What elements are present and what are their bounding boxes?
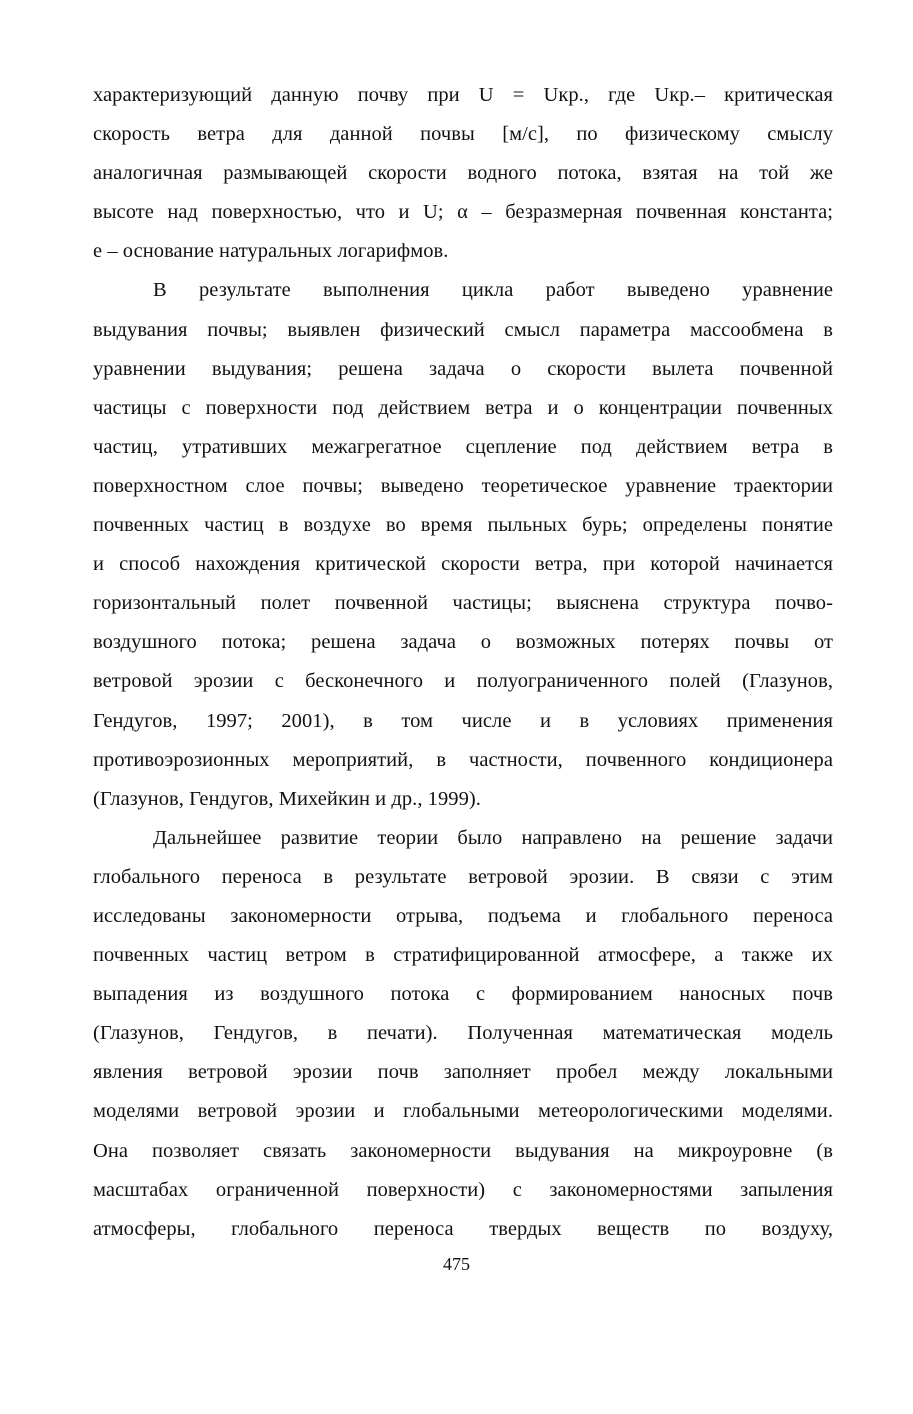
text-line: почвенных частиц в воздухе во время пыльных бурь; определены понятие — [93, 514, 833, 537]
paragraph-3 — [93, 819, 833, 1249]
text-line: масштабах ограниченной поверхности) с закономерностями запыления — [93, 1178, 833, 1201]
paragraph-1 — [93, 76, 833, 271]
text-line: моделями ветровой эрозии и глобальными метеорологическими моделями. — [93, 1100, 833, 1123]
text-line: атмосферы, глобального переноса твердых веществ по воздуху, — [93, 1217, 833, 1240]
text-line: частиц, утративших межагрегатное сцепление под действием ветра в — [93, 435, 833, 458]
text-line: почвенных частиц ветром в стратифицированной атмосфере, а также их — [93, 944, 833, 967]
text-line: (Глазунов, Гендугов, в печати). Полученная математическая модель — [93, 1022, 833, 1045]
text-line: Она позволяет связать закономерности выдувания на микроуровне (в — [93, 1139, 833, 1162]
text-line: e – основание натуральных логарифмов. — [93, 240, 449, 263]
text-line: высоте над поверхностью, что и U; α – безразмерная почвенная константа; — [93, 201, 833, 224]
text-line: и способ нахождения критической скорости ветра, при которой начинается — [93, 553, 833, 576]
text-line: частицы с поверхности под действием ветра и о концентрации почвенных — [93, 396, 833, 419]
body-text — [93, 76, 833, 1249]
text-line: исследованы закономерности отрыва, подъема и глобального переноса — [93, 904, 833, 927]
text-line: выдувания почвы; выявлен физический смысл параметра массообмена в — [93, 318, 833, 341]
text-line: характеризующий данную почву при U = Uкр., где Uкр.– критическая — [93, 84, 833, 106]
text-line: уравнении выдувания; решена задача о скорости вылета почвенной — [93, 357, 833, 380]
text-line: явления ветровой эрозии почв заполняет пробел между локальными — [93, 1061, 833, 1084]
text-line: выпадения из воздушного потока с формированием наносных почв — [93, 983, 833, 1006]
text-line: горизонтальный полет почвенной частицы; выяснена структура почво- — [93, 592, 833, 615]
text-line: Дальнейшее развитие теории было направлено на решение задачи — [153, 826, 833, 849]
text-line: (Глазунов, Гендугов, Михейкин и др., 1999). — [93, 787, 481, 810]
paragraph-2 — [93, 271, 833, 818]
text-line: противоэрозионных мероприятий, в частности, почвенного кондиционера — [93, 748, 833, 771]
text-line: воздушного потока; решена задача о возможных потерях почвы от — [93, 631, 833, 654]
text-line: Гендугов, 1997; 2001), в том числе и в условиях применения — [93, 709, 833, 732]
page-number: 475 — [443, 1254, 470, 1274]
text-line: поверхностном слое почвы; выведено теоретическое уравнение траектории — [93, 474, 833, 497]
text-line: В результате выполнения цикла работ выведено уравнение — [153, 279, 833, 302]
text-line: ветровой эрозии с бесконечного и полуограниченного полей (Глазунов, — [93, 670, 833, 693]
text-line: глобального переноса в результате ветровой эрозии. В связи с этим — [93, 865, 833, 888]
text-line: аналогичная размывающей скорости водного потока, взятая на той же — [93, 162, 833, 185]
text-line: скорость ветра для данной почвы [м/с], по физическому смыслу — [93, 123, 833, 146]
